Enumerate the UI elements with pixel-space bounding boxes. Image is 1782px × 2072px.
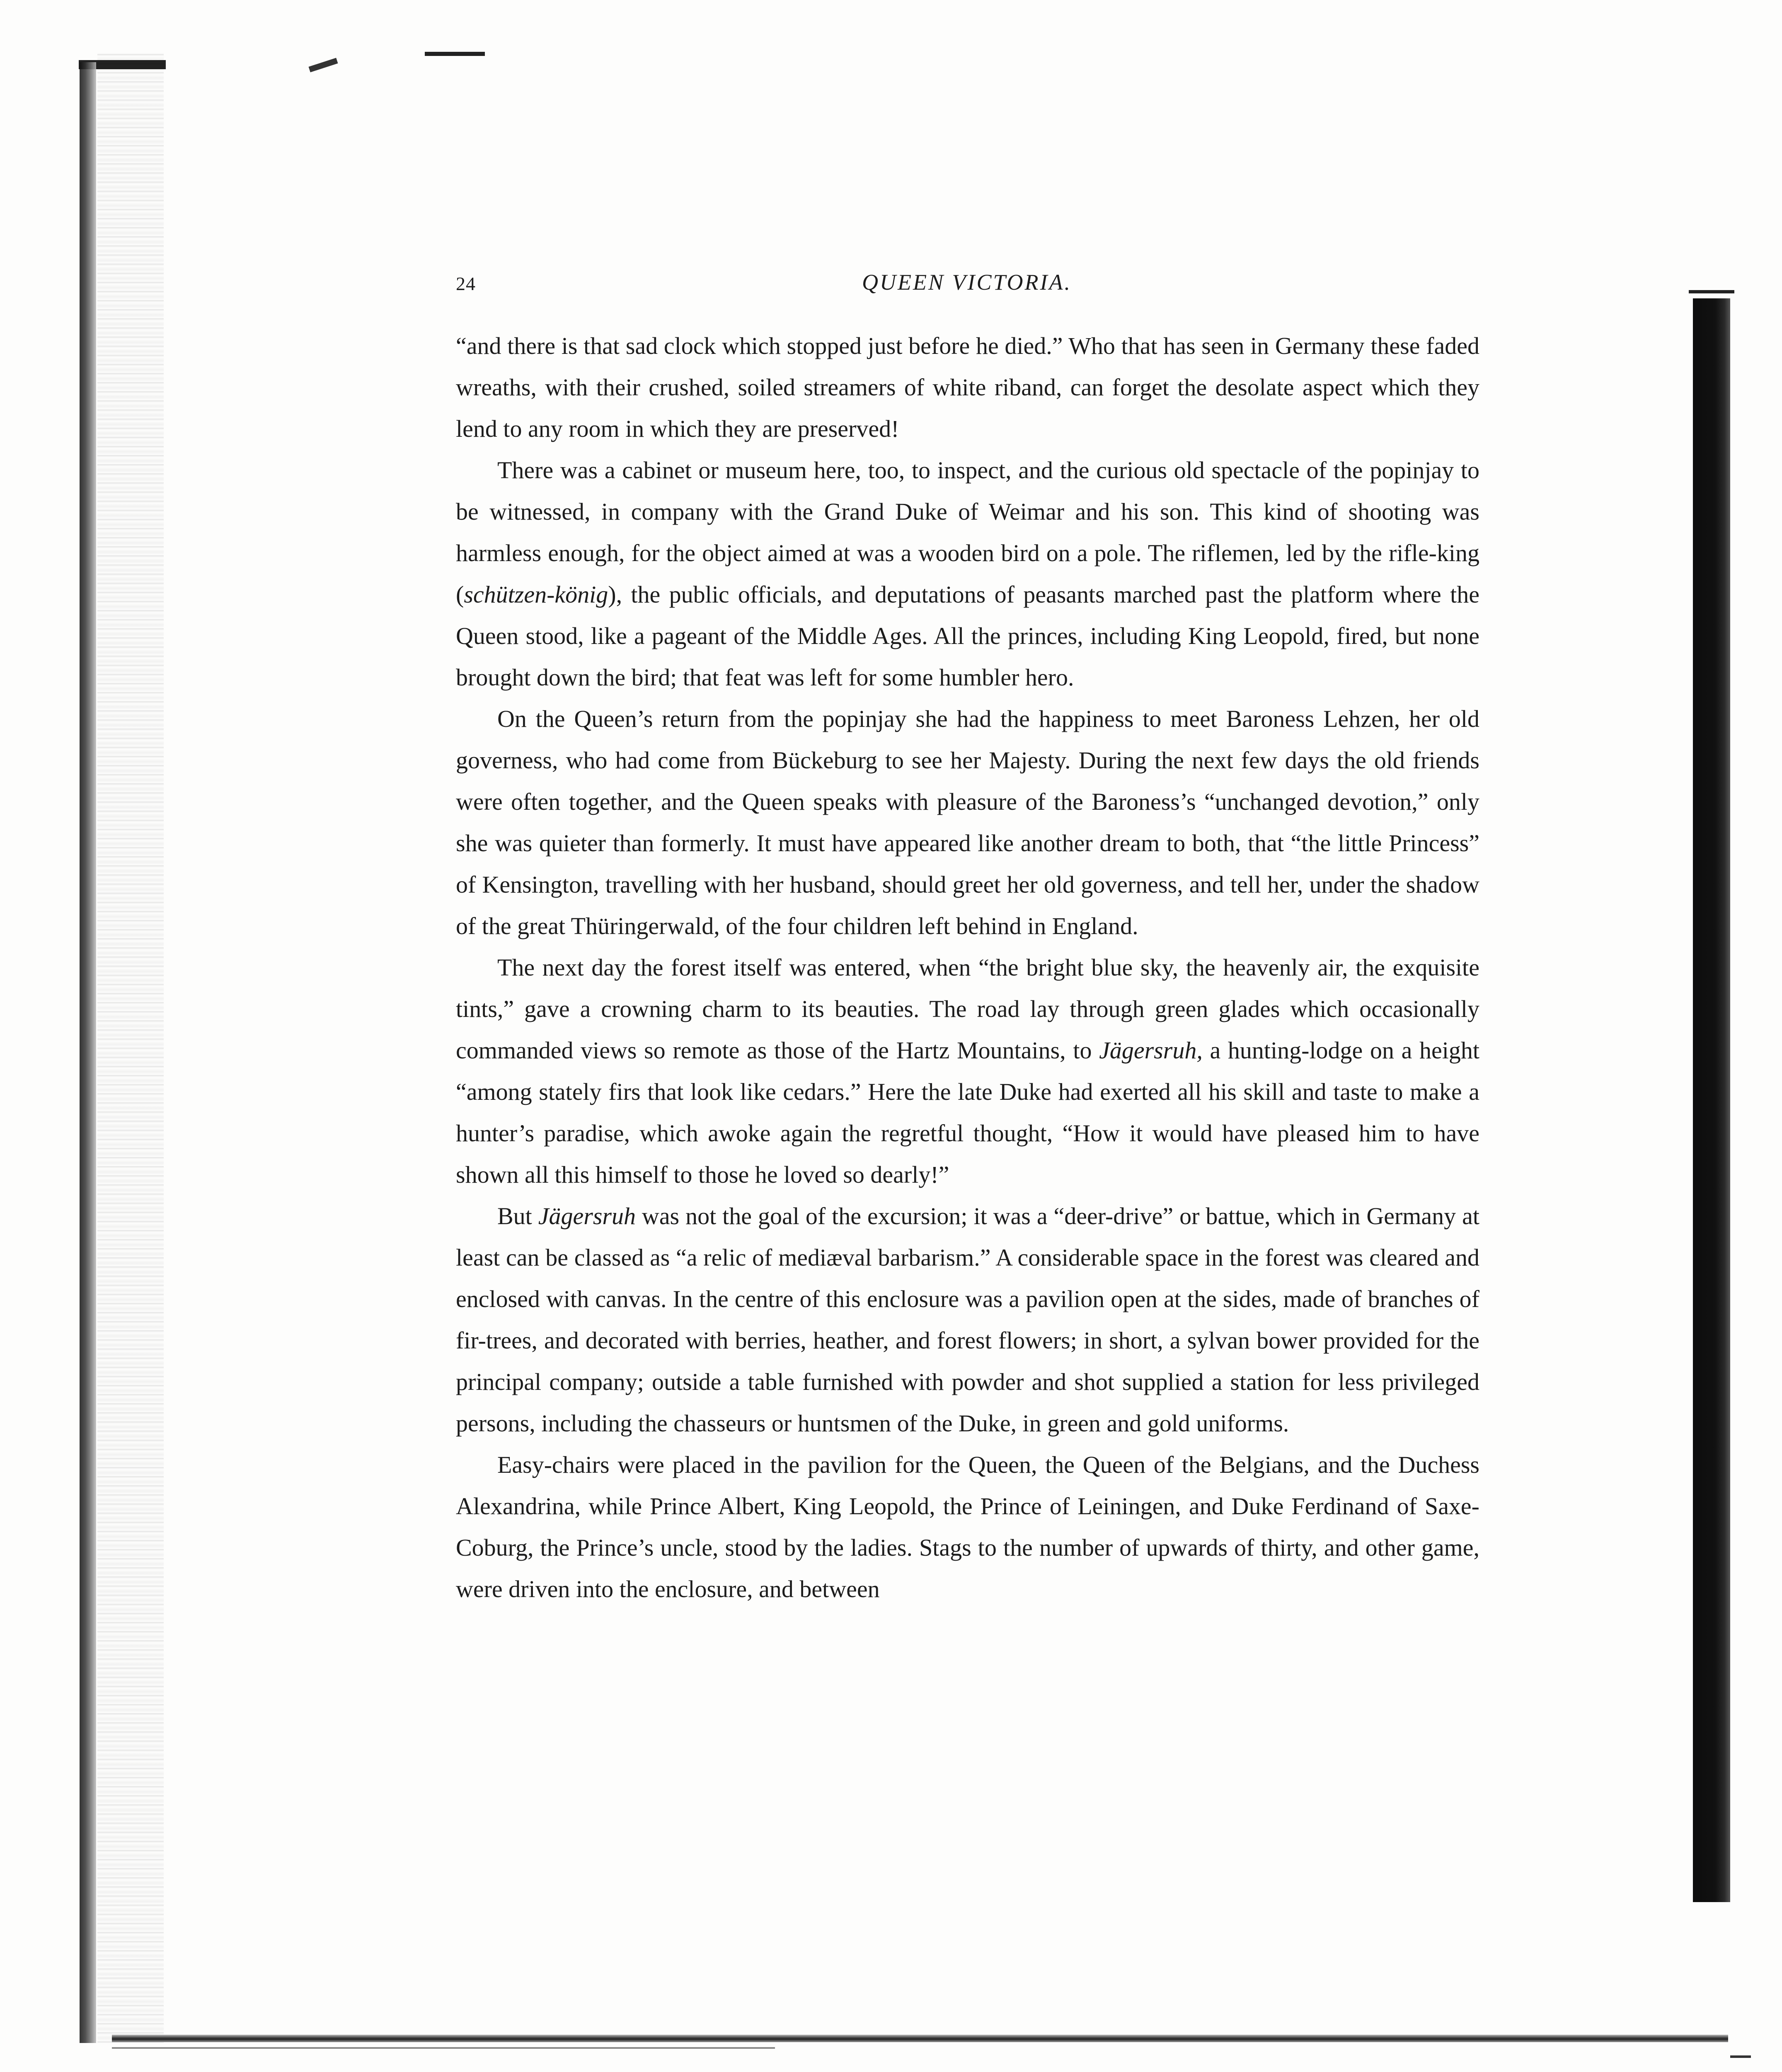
scan-mark	[425, 52, 485, 56]
text-run: ), the public officials, and deputations of peasants marched past the platform where the Queen stood, like a pageant of the Middle Ages. All the princes, including King Leopold, fired, but none brought down the bird; that feat was left for some humbler hero.	[456, 581, 1479, 691]
page-bottom-edge	[112, 2047, 775, 2049]
text-run: But	[497, 1203, 538, 1230]
text-run: On the Queen’s return from the popinjay she had the happiness to meet Baroness Lehzen, her old governess, who had come from Bückeburg to see her Majesty. During the next few days the old friends were often together, and the Queen speaks with pleasure of the Baroness’s “unchanged devotion,” only she was quieter than formerly. It must have appeared like another dream to both, that “the little Princess” of Kensington, travelling with her husband, should greet her old governess, and tell her, under the shadow of the great Thüringerwald, of the four children left behind in England.	[456, 705, 1479, 939]
paragraph	[456, 1196, 1479, 1444]
italic-text: schützen-könig	[464, 581, 608, 608]
italic-text: Jägersruh	[538, 1203, 636, 1230]
text-run: Easy-chairs were placed in the pavilion for the Queen, the Queen of the Belgians, and the Duchess Alexandrina, while Prince Albert, King Leopold, the Prince of Leiningen, and Duke Ferdinand of Saxe-Coburg, the Prince’s uncle, stood by the ladies. Stags to the number of upwards of thirty, and other game, were driven into the enclosure, and between	[456, 1451, 1479, 1602]
text-run: a hunting-lodge on a height “among stately firs that look like cedars.” Here the late Duke had exerted all his skill and taste to make a hunter’s paradise, which awoke again the regretful thought, “How it would have pleased him to have shown all this himself to those he loved so dearly!”	[456, 1037, 1480, 1188]
paragraph	[456, 1444, 1479, 1610]
paragraph	[456, 698, 1479, 947]
text-run: The next day the forest itself was entered, when “the bright blue sky, the heavenly air, the exquisite tints,” gave a crowning charm to its beauties. The road lay through green glades which occasionally commanded views so remote as those of the Hartz Mountains, to	[456, 954, 1479, 1064]
paragraph	[456, 325, 1479, 450]
page-number: 24	[456, 273, 476, 294]
page-edge-shadow	[1693, 298, 1730, 1902]
text-run: “and there is that sad clock which stopped just before he died.” Who that has seen in Germany these faded wreaths, with their crushed, soiled streamers of white riband, can forget the desolate aspect which they lend to any room in which they are preserved!	[456, 332, 1479, 442]
italic-text: Jägersruh,	[1099, 1037, 1203, 1064]
text-run: was not the goal of the excursion; it was a “deer-drive” or battue, which in Germany at least can be classed as “a relic of mediæval barbarism.” A considerable space in the forest was cleared and enclosed with canvas. In the centre of this enclosure was a pavilion open at the sides, made of branches of fir-trees, and decorated with berries, heather, and forest flowers; in short, a sylvan bower provided for the principal company; outside a table furnished with powder and shot supplied a station for less privileged persons, including the chasseurs or huntsmen of the Duke, in green and gold uniforms.	[456, 1203, 1479, 1437]
scan-mark	[1689, 290, 1734, 293]
scan-noise	[97, 54, 164, 2043]
scan-mark	[1730, 2055, 1751, 2058]
binding-edge-shadow	[80, 62, 96, 2043]
paragraph	[456, 947, 1479, 1196]
running-title: QUEEN VICTORIA.	[862, 270, 1072, 295]
running-head	[456, 265, 1492, 298]
text-run: There was a cabinet or museum here, too, to inspect, and the curious old spectacle of the popinjay to be witnessed, in company with the Grand Duke of Weimar and his son. This kind of shooting was harmless enough, for the object aimed at was a wooden bird on a pole. The riflemen, led by the rifle-king (	[456, 457, 1479, 608]
page-bottom-edge	[112, 2035, 1728, 2042]
paragraph	[456, 450, 1479, 698]
scan-mark	[309, 58, 338, 73]
body-text	[456, 325, 1479, 1610]
